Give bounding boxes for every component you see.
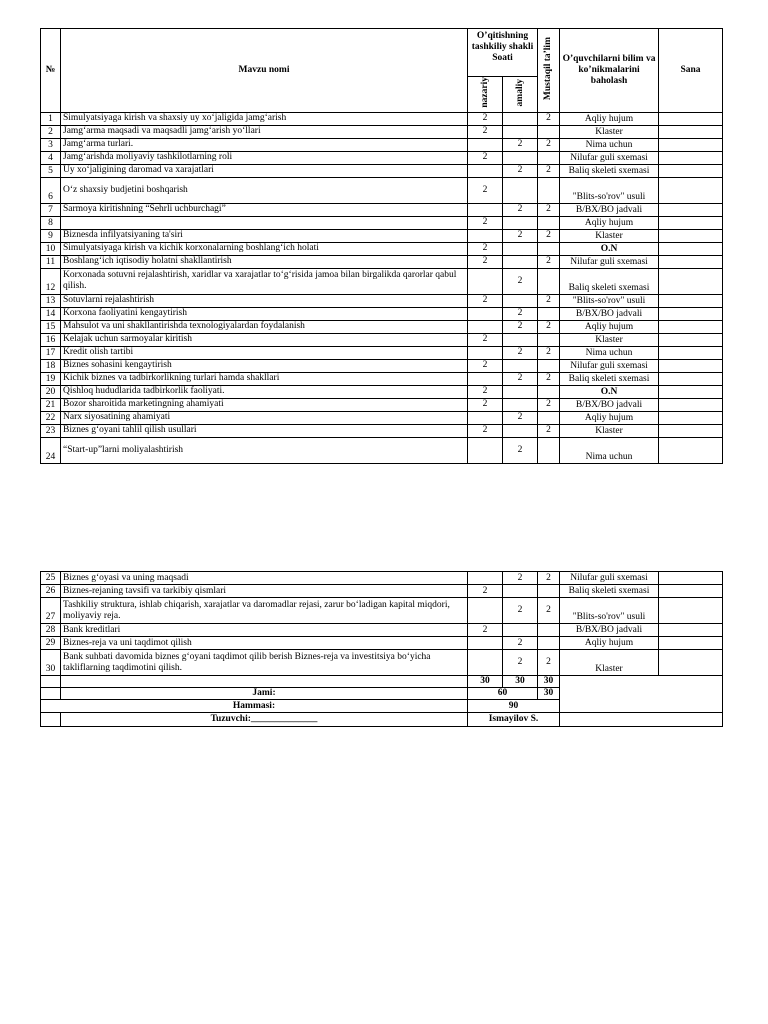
row-number: 16	[41, 333, 61, 346]
row-date	[659, 164, 723, 177]
row-theory-hours	[468, 164, 503, 177]
row-date	[659, 411, 723, 424]
row-independent-hours	[538, 437, 560, 463]
row-assessment-method: O.N	[560, 242, 659, 255]
table-row	[41, 572, 723, 585]
row-theory-hours	[468, 320, 503, 333]
row-theory-hours: 2	[468, 242, 503, 255]
row-date	[659, 268, 723, 294]
row-independent-hours: 2	[538, 346, 560, 359]
row-independent-hours: 2	[538, 138, 560, 151]
row-independent-hours: 2	[538, 598, 560, 624]
row-date	[659, 424, 723, 437]
row-independent-hours	[538, 624, 560, 637]
row-number: 25	[41, 572, 61, 585]
row-assessment-method: O.N	[560, 385, 659, 398]
row-independent-hours	[538, 411, 560, 424]
header-date: Sana	[659, 29, 723, 113]
row-practice-hours: 2	[503, 437, 538, 463]
row-theory-hours	[468, 437, 503, 463]
row-topic: Jamg‘arishda moliyaviy tashkilotlarning roli	[61, 151, 468, 164]
row-practice-hours	[503, 624, 538, 637]
row-topic: Kichik biznes va tadbirkorlikning turlari hamda shakllari	[61, 372, 468, 385]
row-date	[659, 138, 723, 151]
row-independent-hours: 2	[538, 572, 560, 585]
table-row	[41, 624, 723, 637]
row-number: 22	[41, 411, 61, 424]
row-assessment-method: B/BX/BO jadvali	[560, 203, 659, 216]
row-independent-hours: 2	[538, 424, 560, 437]
row-theory-hours: 2	[468, 216, 503, 229]
row-practice-hours: 2	[503, 372, 538, 385]
row-assessment-method: Nilufar guli sxemasi	[560, 255, 659, 268]
row-practice-hours: 2	[503, 268, 538, 294]
row-independent-hours: 2	[538, 294, 560, 307]
row-practice-hours	[503, 151, 538, 164]
row-theory-hours: 2	[468, 333, 503, 346]
row-date	[659, 398, 723, 411]
row-theory-hours	[468, 572, 503, 585]
row-number: 23	[41, 424, 61, 437]
row-practice-hours: 2	[503, 320, 538, 333]
row-date	[659, 125, 723, 138]
row-topic: Biznes g‘oyasi va uning maqsadi	[61, 572, 468, 585]
row-theory-hours: 2	[468, 385, 503, 398]
row-practice-hours	[503, 216, 538, 229]
row-independent-hours: 2	[538, 650, 560, 676]
row-assessment-method: "Blits-so'rov" usuli	[560, 177, 659, 203]
table-row	[41, 359, 723, 372]
row-date	[659, 242, 723, 255]
row-assessment-method: Nima uchun	[560, 437, 659, 463]
row-date	[659, 346, 723, 359]
row-topic: Jamg‘arma maqsadi va maqsadli jamg‘arish yo‘llari	[61, 125, 468, 138]
row-independent-hours	[538, 637, 560, 650]
table-row	[41, 598, 723, 624]
row-assessment-method: Aqliy hujum	[560, 112, 659, 125]
row-topic: Qishloq hududlarida tadbirkorlik faoliyati.	[61, 385, 468, 398]
row-date	[659, 216, 723, 229]
jami-label: Jami:	[61, 688, 468, 700]
row-practice-hours: 2	[503, 346, 538, 359]
row-date	[659, 333, 723, 346]
header-theory: nazariy	[468, 77, 503, 113]
row-assessment-method: B/BX/BO jadvali	[560, 307, 659, 320]
row-number: 4	[41, 151, 61, 164]
row-theory-hours: 2	[468, 398, 503, 411]
row-practice-hours	[503, 333, 538, 346]
row-independent-hours	[538, 268, 560, 294]
row-independent-hours: 2	[538, 203, 560, 216]
row-practice-hours: 2	[503, 203, 538, 216]
row-date	[659, 255, 723, 268]
row-topic: Jamg‘arma turlari.	[61, 138, 468, 151]
row-assessment-method: Klaster	[560, 424, 659, 437]
row-topic: Simulyatsiyaga kirish va shaxsiy uy xo‘jaligida jamg‘arish	[61, 112, 468, 125]
tuzuvchi-label: Tuzuvchi:______________	[61, 713, 468, 727]
table-row	[41, 307, 723, 320]
row-theory-hours: 2	[468, 112, 503, 125]
row-independent-hours	[538, 242, 560, 255]
row-date	[659, 203, 723, 216]
table-row	[41, 372, 723, 385]
table-row	[41, 242, 723, 255]
table-row	[41, 424, 723, 437]
row-theory-hours	[468, 138, 503, 151]
table-row	[41, 125, 723, 138]
row-assessment-method: Nilufar guli sxemasi	[560, 359, 659, 372]
row-theory-hours	[468, 650, 503, 676]
row-assessment-method: B/BX/BO jadvali	[560, 624, 659, 637]
row-date	[659, 112, 723, 125]
row-assessment-method: Aqliy hujum	[560, 216, 659, 229]
table-row	[41, 650, 723, 676]
row-assessment-method: Baliq skeleti sxemasi	[560, 372, 659, 385]
row-number: 19	[41, 372, 61, 385]
row-date	[659, 294, 723, 307]
row-topic: Sotuvlarni rejalashtirish	[61, 294, 468, 307]
row-topic: Kelajak uchun sarmoyalar kiritish	[61, 333, 468, 346]
row-topic: Korxonada sotuvni rejalashtirish, xaridlar va xarajatlar to‘g‘risida jamoa bilan birgalikda qarorlar qabul qilish.	[61, 268, 468, 294]
row-practice-hours: 2	[503, 411, 538, 424]
row-independent-hours: 2	[538, 229, 560, 242]
row-date	[659, 637, 723, 650]
row-number: 11	[41, 255, 61, 268]
row-assessment-method: Aqliy hujum	[560, 637, 659, 650]
row-independent-hours: 2	[538, 164, 560, 177]
row-topic: Tashkiliy struktura, ishlab chiqarish, xarajatlar va daromadlar rejasi, zarur bo‘ladigan kapital miqdori, moliyaviy reja.	[61, 598, 468, 624]
table-row	[41, 203, 723, 216]
row-theory-hours: 2	[468, 177, 503, 203]
row-assessment-method: Baliq skeleti sxemasi	[560, 164, 659, 177]
header-topic: Mavzu nomi	[61, 29, 468, 113]
row-theory-hours	[468, 268, 503, 294]
row-number: 14	[41, 307, 61, 320]
row-date	[659, 177, 723, 203]
row-date	[659, 437, 723, 463]
row-practice-hours	[503, 398, 538, 411]
table-row	[41, 320, 723, 333]
row-topic: Mahsulot va uni shakllantirishda texnologiyalardan foydalanish	[61, 320, 468, 333]
table-row	[41, 177, 723, 203]
table-row	[41, 333, 723, 346]
table-row	[41, 138, 723, 151]
row-number: 24	[41, 437, 61, 463]
row-independent-hours: 2	[538, 112, 560, 125]
row-number: 28	[41, 624, 61, 637]
row-practice-hours: 2	[503, 637, 538, 650]
hammasi-label: Hammasi:	[41, 700, 468, 713]
row-date	[659, 229, 723, 242]
row-topic: Biznes-rejaning tavsifi va tarkibiy qismlari	[61, 585, 468, 598]
row-topic: Bank suhbati davomida biznes g‘oyani taqdimot qilib berish Biznes-reja va investitsiya bo‘yicha takliflarning taqdimotini qilish.	[61, 650, 468, 676]
row-date	[659, 307, 723, 320]
table-body-2	[41, 572, 723, 676]
row-topic: Korxona faoliyatini kengaytirish	[61, 307, 468, 320]
row-independent-hours: 2	[538, 320, 560, 333]
row-theory-hours: 2	[468, 359, 503, 372]
row-date	[659, 572, 723, 585]
row-practice-hours	[503, 424, 538, 437]
totals-section	[41, 676, 723, 727]
row-theory-hours	[468, 307, 503, 320]
row-practice-hours	[503, 359, 538, 372]
row-assessment-method: Nilufar guli sxemasi	[560, 572, 659, 585]
table-row	[41, 229, 723, 242]
row-date	[659, 624, 723, 637]
row-assessment-method: "Blits-so'rov" usuli	[560, 598, 659, 624]
row-topic: O‘z shaxsiy budjetini boshqarish	[61, 177, 468, 203]
row-assessment-method: Aqliy hujum	[560, 411, 659, 424]
row-independent-hours	[538, 307, 560, 320]
row-theory-hours	[468, 229, 503, 242]
row-practice-hours	[503, 112, 538, 125]
row-independent-hours	[538, 151, 560, 164]
lesson-plan-table	[40, 28, 723, 464]
row-date	[659, 385, 723, 398]
row-theory-hours	[468, 372, 503, 385]
row-number: 26	[41, 585, 61, 598]
row-practice-hours	[503, 242, 538, 255]
row-number: 30	[41, 650, 61, 676]
row-topic: Simulyatsiyaga kirish va kichik korxonalarning boshlang‘ich holati	[61, 242, 468, 255]
row-assessment-method: Klaster	[560, 333, 659, 346]
total-practice: 30	[503, 676, 538, 688]
row-topic: Sarmoya kiritishning “Sehrli uchburchagi”	[61, 203, 468, 216]
header-assessment: O’quvchilarni bilim va ko’nikmalarini baholash	[560, 29, 659, 113]
row-independent-hours: 2	[538, 398, 560, 411]
row-number: 21	[41, 398, 61, 411]
total-theory: 30	[468, 676, 503, 688]
row-theory-hours: 2	[468, 151, 503, 164]
row-assessment-method: Klaster	[560, 650, 659, 676]
row-topic	[61, 216, 468, 229]
row-practice-hours: 2	[503, 650, 538, 676]
row-assessment-method: Klaster	[560, 229, 659, 242]
row-independent-hours	[538, 359, 560, 372]
row-topic: Biznes-reja va uni taqdimot qilish	[61, 637, 468, 650]
row-practice-hours: 2	[503, 572, 538, 585]
row-assessment-method: Baliq skeleti sxemasi	[560, 585, 659, 598]
row-independent-hours	[538, 125, 560, 138]
row-practice-hours: 2	[503, 164, 538, 177]
row-independent-hours	[538, 177, 560, 203]
table-row	[41, 637, 723, 650]
row-practice-hours: 2	[503, 229, 538, 242]
row-theory-hours	[468, 203, 503, 216]
row-assessment-method: Baliq skeleti sxemasi	[560, 268, 659, 294]
header-practice: amaliy	[503, 77, 538, 113]
row-theory-hours	[468, 598, 503, 624]
row-number: 7	[41, 203, 61, 216]
row-topic: Biznes sohasini kengaytirish	[61, 359, 468, 372]
hammasi-value: 90	[468, 700, 560, 713]
table-row	[41, 151, 723, 164]
row-number: 20	[41, 385, 61, 398]
header-num: №	[41, 29, 61, 113]
row-topic: “Start-up”larni moliyalashtirish	[61, 437, 468, 463]
row-number: 15	[41, 320, 61, 333]
row-number: 29	[41, 637, 61, 650]
row-number: 17	[41, 346, 61, 359]
table-row	[41, 585, 723, 598]
row-theory-hours: 2	[468, 125, 503, 138]
table-row	[41, 398, 723, 411]
row-independent-hours	[538, 333, 560, 346]
row-independent-hours	[538, 385, 560, 398]
row-theory-hours: 2	[468, 624, 503, 637]
row-theory-hours	[468, 411, 503, 424]
row-theory-hours	[468, 637, 503, 650]
table-row	[41, 216, 723, 229]
row-date	[659, 650, 723, 676]
row-date	[659, 151, 723, 164]
row-practice-hours	[503, 177, 538, 203]
row-practice-hours: 2	[503, 598, 538, 624]
row-number: 3	[41, 138, 61, 151]
row-practice-hours	[503, 125, 538, 138]
row-number: 5	[41, 164, 61, 177]
row-independent-hours: 2	[538, 372, 560, 385]
jami-independent: 30	[538, 688, 560, 700]
row-theory-hours: 2	[468, 424, 503, 437]
row-assessment-method: Nima uchun	[560, 346, 659, 359]
row-theory-hours	[468, 346, 503, 359]
row-assessment-method: Nilufar guli sxemasi	[560, 151, 659, 164]
row-number: 18	[41, 359, 61, 372]
row-topic: Uy xo‘jaligining daromad va xarajatlari	[61, 164, 468, 177]
row-number: 2	[41, 125, 61, 138]
row-number: 1	[41, 112, 61, 125]
row-number: 12	[41, 268, 61, 294]
table-row	[41, 346, 723, 359]
row-number: 13	[41, 294, 61, 307]
row-assessment-method: B/BX/BO jadvali	[560, 398, 659, 411]
table-row	[41, 437, 723, 463]
table-row	[41, 164, 723, 177]
row-practice-hours	[503, 255, 538, 268]
row-assessment-method: Aqliy hujum	[560, 320, 659, 333]
row-practice-hours	[503, 294, 538, 307]
row-date	[659, 372, 723, 385]
row-assessment-method: Klaster	[560, 125, 659, 138]
row-topic: Boshlang‘ich iqtisodiy holatni shakllantirish	[61, 255, 468, 268]
table-row	[41, 255, 723, 268]
table-row	[41, 268, 723, 294]
row-theory-hours: 2	[468, 294, 503, 307]
row-practice-hours: 2	[503, 138, 538, 151]
row-number: 6	[41, 177, 61, 203]
row-independent-hours: 2	[538, 255, 560, 268]
jami-value: 60	[468, 688, 538, 700]
row-topic: Biznes g‘oyani tahlil qilish usullari	[61, 424, 468, 437]
table-row	[41, 411, 723, 424]
lesson-plan-table-continued	[40, 571, 723, 727]
table-row	[41, 385, 723, 398]
header-independent: Mustaqil ta’lim	[538, 29, 560, 113]
row-topic: Bank kreditlari	[61, 624, 468, 637]
row-number: 10	[41, 242, 61, 255]
row-topic: Narx siyosatining ahamiyati	[61, 411, 468, 424]
row-number: 9	[41, 229, 61, 242]
row-date	[659, 359, 723, 372]
row-theory-hours: 2	[468, 255, 503, 268]
row-date	[659, 585, 723, 598]
total-independent: 30	[538, 676, 560, 688]
table-body-1	[41, 112, 723, 463]
row-topic: Bozor sharoitida marketingning ahamiyati	[61, 398, 468, 411]
tuzuvchi-name: Ismayilov S.	[468, 713, 560, 727]
row-assessment-method: Nima uchun	[560, 138, 659, 151]
row-number: 8	[41, 216, 61, 229]
table-row	[41, 112, 723, 125]
row-date	[659, 320, 723, 333]
row-topic: Kredit olish tartibi	[61, 346, 468, 359]
row-practice-hours	[503, 585, 538, 598]
row-practice-hours: 2	[503, 307, 538, 320]
row-theory-hours: 2	[468, 585, 503, 598]
row-practice-hours	[503, 385, 538, 398]
row-date	[659, 598, 723, 624]
row-independent-hours	[538, 585, 560, 598]
table-row	[41, 294, 723, 307]
row-assessment-method: "Blits-so'rov" usuli	[560, 294, 659, 307]
row-number: 27	[41, 598, 61, 624]
row-topic: Biznesda infilyatsiyaning ta'siri	[61, 229, 468, 242]
header-form-hours: O’qitishning tashkiliy shakli Soati	[468, 29, 538, 77]
row-independent-hours	[538, 216, 560, 229]
